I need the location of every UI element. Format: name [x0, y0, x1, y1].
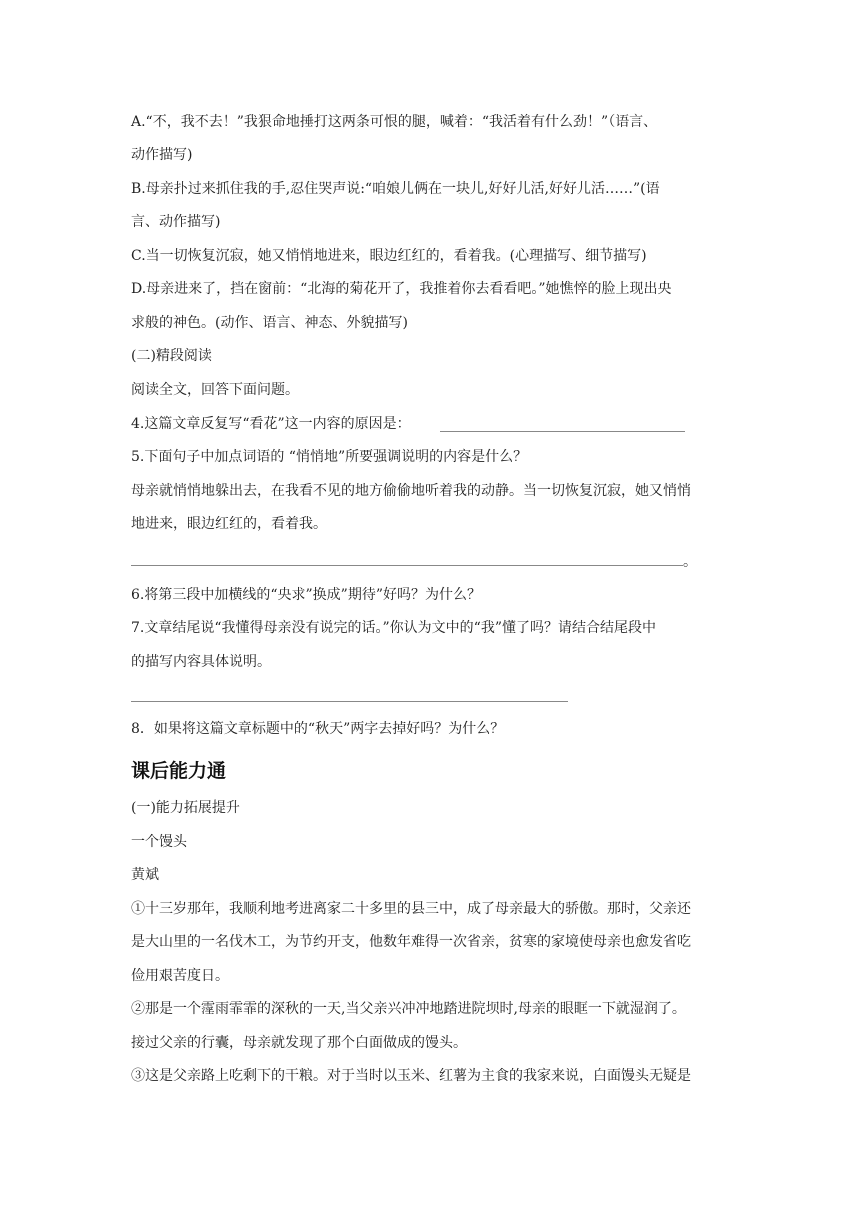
- reading-instruction: 阅读全文，回答下面问题。: [131, 382, 299, 398]
- paragraph-1-line-2: 是大山里的一名伐木工，为节约开支，他数年难得一次省亲，贫寒的家境使母亲也愈发省吃: [131, 934, 691, 950]
- answer-line-q4: [440, 431, 685, 432]
- option-b-line-1: B.母亲扑过来抓住我的手,忍住哭声说:“咱娘儿俩在一块儿,好好儿活,好好儿活……”(语: [131, 181, 660, 197]
- question-7-line-1: 7.文章结尾说“我懂得母亲没有说完的话。”你认为文中的“我”懂了吗？请结合结尾段中: [131, 620, 656, 636]
- question-4: 4.这篇文章反复写“看花”这一内容的原因是：: [131, 416, 411, 432]
- question-6: 6.将第三段中加横线的“央求”换成”期待”好吗？为什么？: [131, 587, 481, 603]
- quoted-passage-line-2: 地进来，眼边红红的，看着我。: [131, 516, 327, 532]
- question-7-line-2: 的描写内容具体说明。: [131, 654, 271, 670]
- subsection-heading-ability: (一)能力拓展提升: [131, 800, 240, 816]
- option-c-line: C.当一切恢复沉寂，她又悄悄地进来，眼边红红的，看着我。(心理描写、细节描写): [131, 248, 647, 264]
- question-5: 5.下面句子中加点词语的 “悄悄地”所要强调说明的内容是什么？: [131, 449, 528, 465]
- quoted-passage-line-1: 母亲就悄悄地躲出去，在我看不见的地方偷偷地听着我的动静。当一切恢复沉寂，她又悄悄: [131, 483, 691, 499]
- section-heading-after-class: 课后能力通: [131, 760, 227, 782]
- paragraph-2-line-1: ②那是一个霪雨霏霏的深秋的一天,当父亲兴冲冲地踏进院坝时,母亲的眼眶一下就湿润了。: [131, 1001, 686, 1017]
- answer-line-q5: [131, 565, 683, 566]
- option-b-line-2: 言、动作描写): [131, 214, 221, 230]
- essay-title: 一个馒头: [131, 834, 187, 850]
- option-d-line-2: 求般的神色。(动作、语言、神态、外貌描写): [131, 315, 408, 331]
- option-a-line-1: A.“不，我不去！”我狠命地捶打这两条可恨的腿，喊着：“我活着有什么劲！”（语言、: [131, 114, 658, 130]
- paragraph-1-line-1: ①十三岁那年，我顺利地考进离家二十多里的县三中，成了母亲最大的骄傲。那时，父亲还: [131, 901, 691, 917]
- paragraph-3-line-1: ③这是父亲路上吃剩下的干粮。对于当时以玉米、红薯为主食的我家来说，白面馒头无疑是: [131, 1068, 691, 1084]
- section-heading-reading: (二)精段阅读: [131, 348, 212, 364]
- paragraph-1-line-3: 俭用艰苦度日。: [131, 968, 229, 984]
- paragraph-2-line-2: 接过父亲的行囊，母亲就发现了那个白面做成的馒头。: [131, 1035, 467, 1051]
- answer-line-q7: [131, 701, 568, 702]
- essay-author: 黄斌: [131, 867, 159, 883]
- option-d-line-1: D.母亲进来了，挡在窗前：“北海的菊花开了，我推着你去看看吧。”她憔悴的脸上现出央: [131, 281, 672, 297]
- option-a-line-2: 动作描写): [131, 147, 193, 163]
- question-8: 8．如果将这篇文章标题中的“秋天”两字去掉好吗？为什么？: [131, 721, 505, 737]
- answer-period: 。: [683, 554, 697, 570]
